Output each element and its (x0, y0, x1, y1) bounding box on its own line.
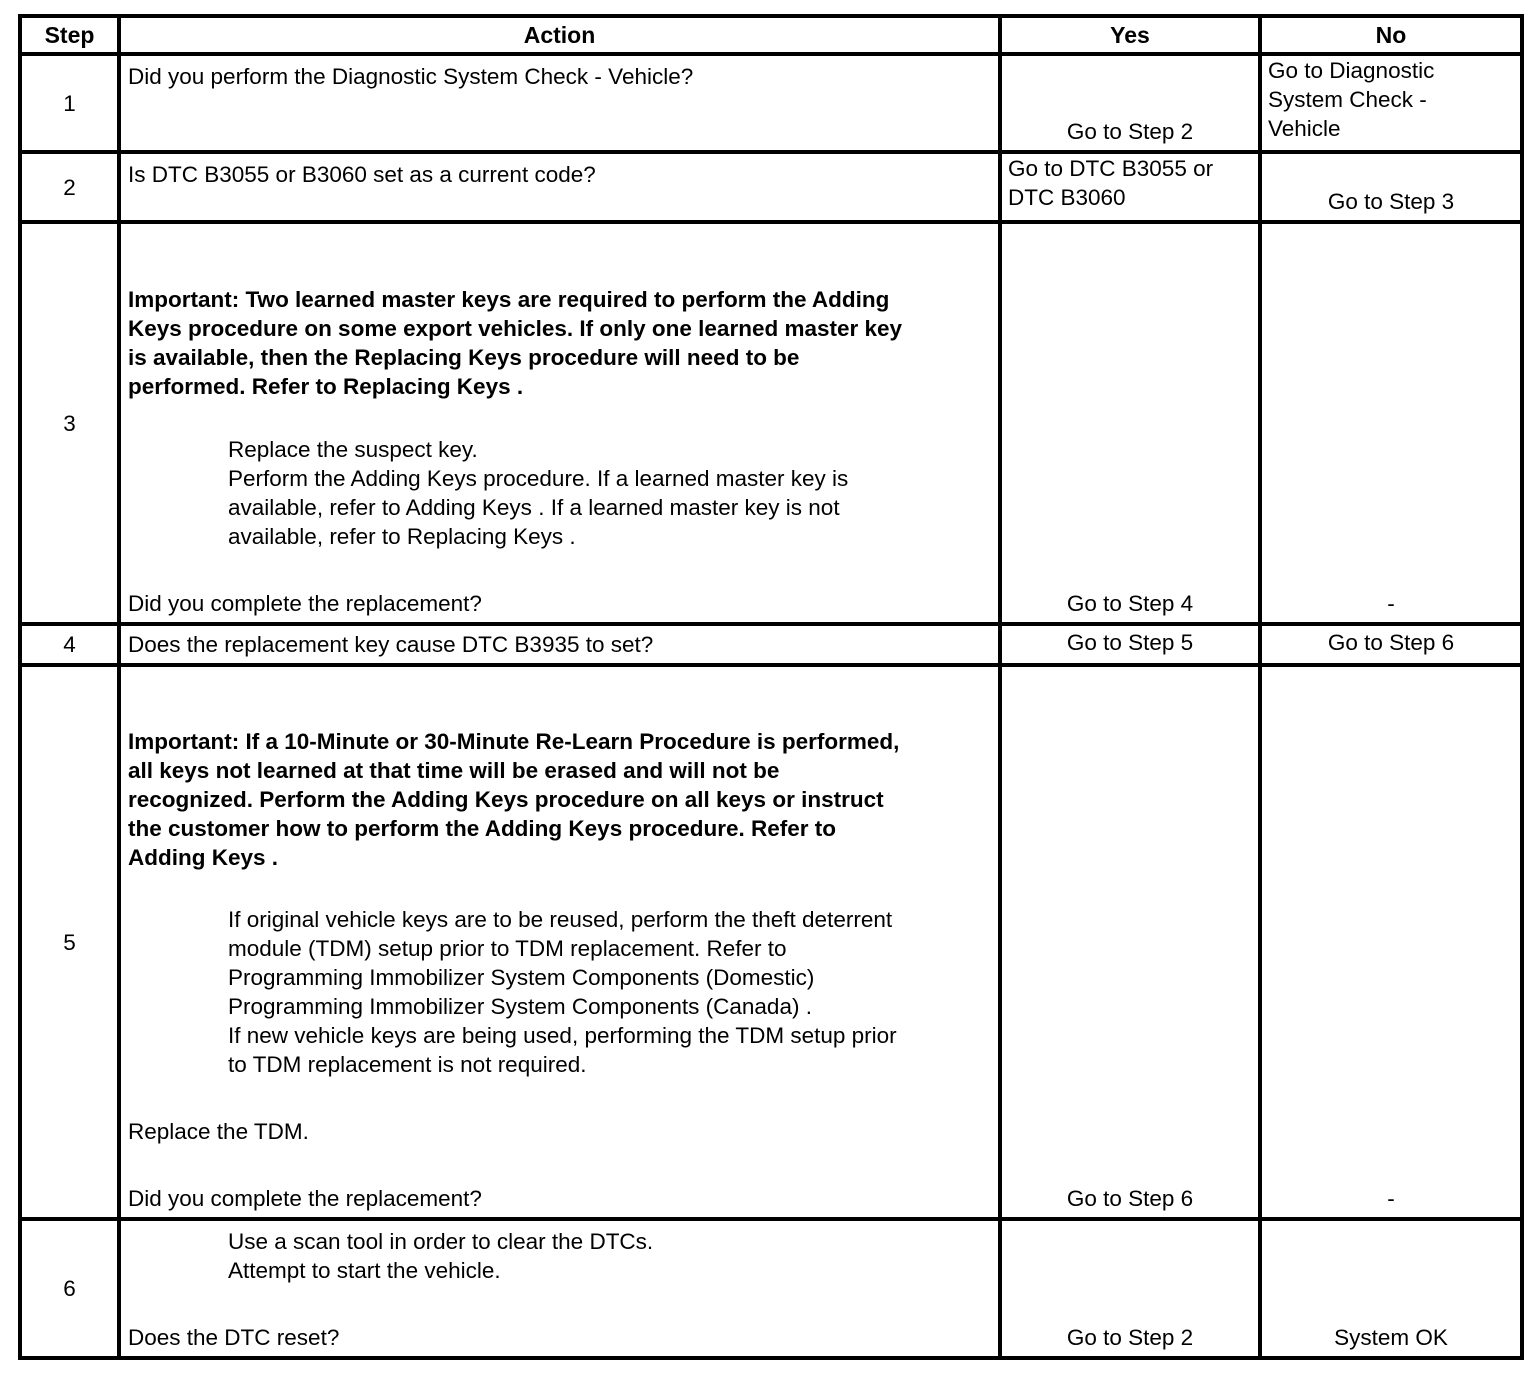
action-cell (119, 624, 1000, 665)
note-text: Replace the TDM. (128, 1119, 309, 1144)
procedure-steps (128, 905, 990, 1079)
yes-line: DTC B3060 (1008, 185, 1126, 210)
no-cell: Go to Step 6 (1260, 624, 1522, 665)
yes-cell (1000, 152, 1260, 222)
step-number: 3 (20, 222, 119, 624)
no-cell (1260, 54, 1522, 152)
header-yes: Yes (1000, 16, 1260, 54)
action-cell (119, 152, 1000, 222)
question-text: Did you complete the replacement? (128, 591, 482, 616)
procedure-line: available, refer to Replacing Keys . (228, 524, 576, 549)
procedure-line: If new vehicle keys are being used, performing the TDM setup prior (228, 1023, 897, 1048)
procedure-line: Programming Immobilizer System Components (Domestic) (228, 965, 815, 990)
no-cell: - (1260, 222, 1522, 624)
step-number: 1 (20, 54, 119, 152)
header-no: No (1260, 16, 1522, 54)
procedure-line: Perform the Adding Keys procedure. If a learned master key is (228, 466, 849, 491)
question-text: Did you perform the Diagnostic System Check - Vehicle? (128, 64, 694, 89)
important-line: Important: If a 10-Minute or 30-Minute Re-Learn Procedure is performed, (128, 729, 900, 754)
yes-line: Go to DTC B3055 or (1008, 156, 1214, 181)
procedure-line: Use a scan tool in order to clear the DTCs. (228, 1229, 654, 1254)
table-row (20, 665, 1522, 1219)
yes-cell: Go to Step 2 (1000, 54, 1260, 152)
no-line: System Check - (1268, 87, 1427, 112)
header-step: Step (20, 16, 119, 54)
important-line: the customer how to perform the Adding Keys procedure. Refer to (128, 816, 837, 841)
step-number: 4 (20, 624, 119, 665)
table-row (20, 54, 1522, 152)
no-cell: - (1260, 665, 1522, 1219)
important-note (128, 727, 990, 872)
action-cell (119, 665, 1000, 1219)
important-line: recognized. Perform the Adding Keys procedure on all keys or instruct (128, 787, 884, 812)
step-number: 2 (20, 152, 119, 222)
procedure-line: Attempt to start the vehicle. (228, 1258, 501, 1283)
procedure-line: Programming Immobilizer System Components (Canada) . (228, 994, 812, 1019)
table-row (20, 624, 1522, 665)
no-line: Go to Diagnostic (1268, 58, 1435, 83)
important-line: all keys not learned at that time will be erased and will not be (128, 758, 780, 783)
important-line: Important: Two learned master keys are required to perform the Adding (128, 287, 890, 312)
no-line: Vehicle (1268, 116, 1341, 141)
procedure-line: to TDM replacement is not required. (228, 1052, 587, 1077)
header-row (20, 16, 1522, 54)
action-cell (119, 1219, 1000, 1358)
procedure-steps (128, 435, 990, 551)
action-cell (119, 54, 1000, 152)
procedure-steps (128, 1227, 990, 1285)
procedure-line: Replace the suspect key. (228, 437, 478, 462)
yes-cell: Go to Step 2 (1000, 1219, 1260, 1358)
no-cell: System OK (1260, 1219, 1522, 1358)
table-row (20, 1219, 1522, 1358)
question-text: Does the DTC reset? (128, 1325, 340, 1350)
action-cell (119, 222, 1000, 624)
table-row (20, 152, 1522, 222)
table-row (20, 222, 1522, 624)
no-cell: Go to Step 3 (1260, 152, 1522, 222)
important-line: is available, then the Replacing Keys procedure will need to be (128, 345, 800, 370)
procedure-line: available, refer to Adding Keys . If a learned master key is not (228, 495, 840, 520)
yes-cell: Go to Step 4 (1000, 222, 1260, 624)
important-line: Adding Keys . (128, 845, 279, 870)
procedure-line: If original vehicle keys are to be reused, perform the theft deterrent (228, 907, 893, 932)
step-number: 5 (20, 665, 119, 1219)
step-number: 6 (20, 1219, 119, 1358)
important-line: performed. Refer to Replacing Keys . (128, 374, 524, 399)
important-note (128, 285, 990, 401)
question-text: Does the replacement key cause DTC B3935 to set? (128, 632, 654, 657)
procedure-line: module (TDM) setup prior to TDM replacement. Refer to (228, 936, 787, 961)
question-text: Is DTC B3055 or B3060 set as a current code? (128, 162, 596, 187)
question-text: Did you complete the replacement? (128, 1186, 482, 1211)
diagnostic-table (18, 14, 1524, 1360)
yes-cell: Go to Step 6 (1000, 665, 1260, 1219)
header-action: Action (119, 16, 1000, 54)
important-line: Keys procedure on some export vehicles. If only one learned master key (128, 316, 903, 341)
yes-cell: Go to Step 5 (1000, 624, 1260, 665)
